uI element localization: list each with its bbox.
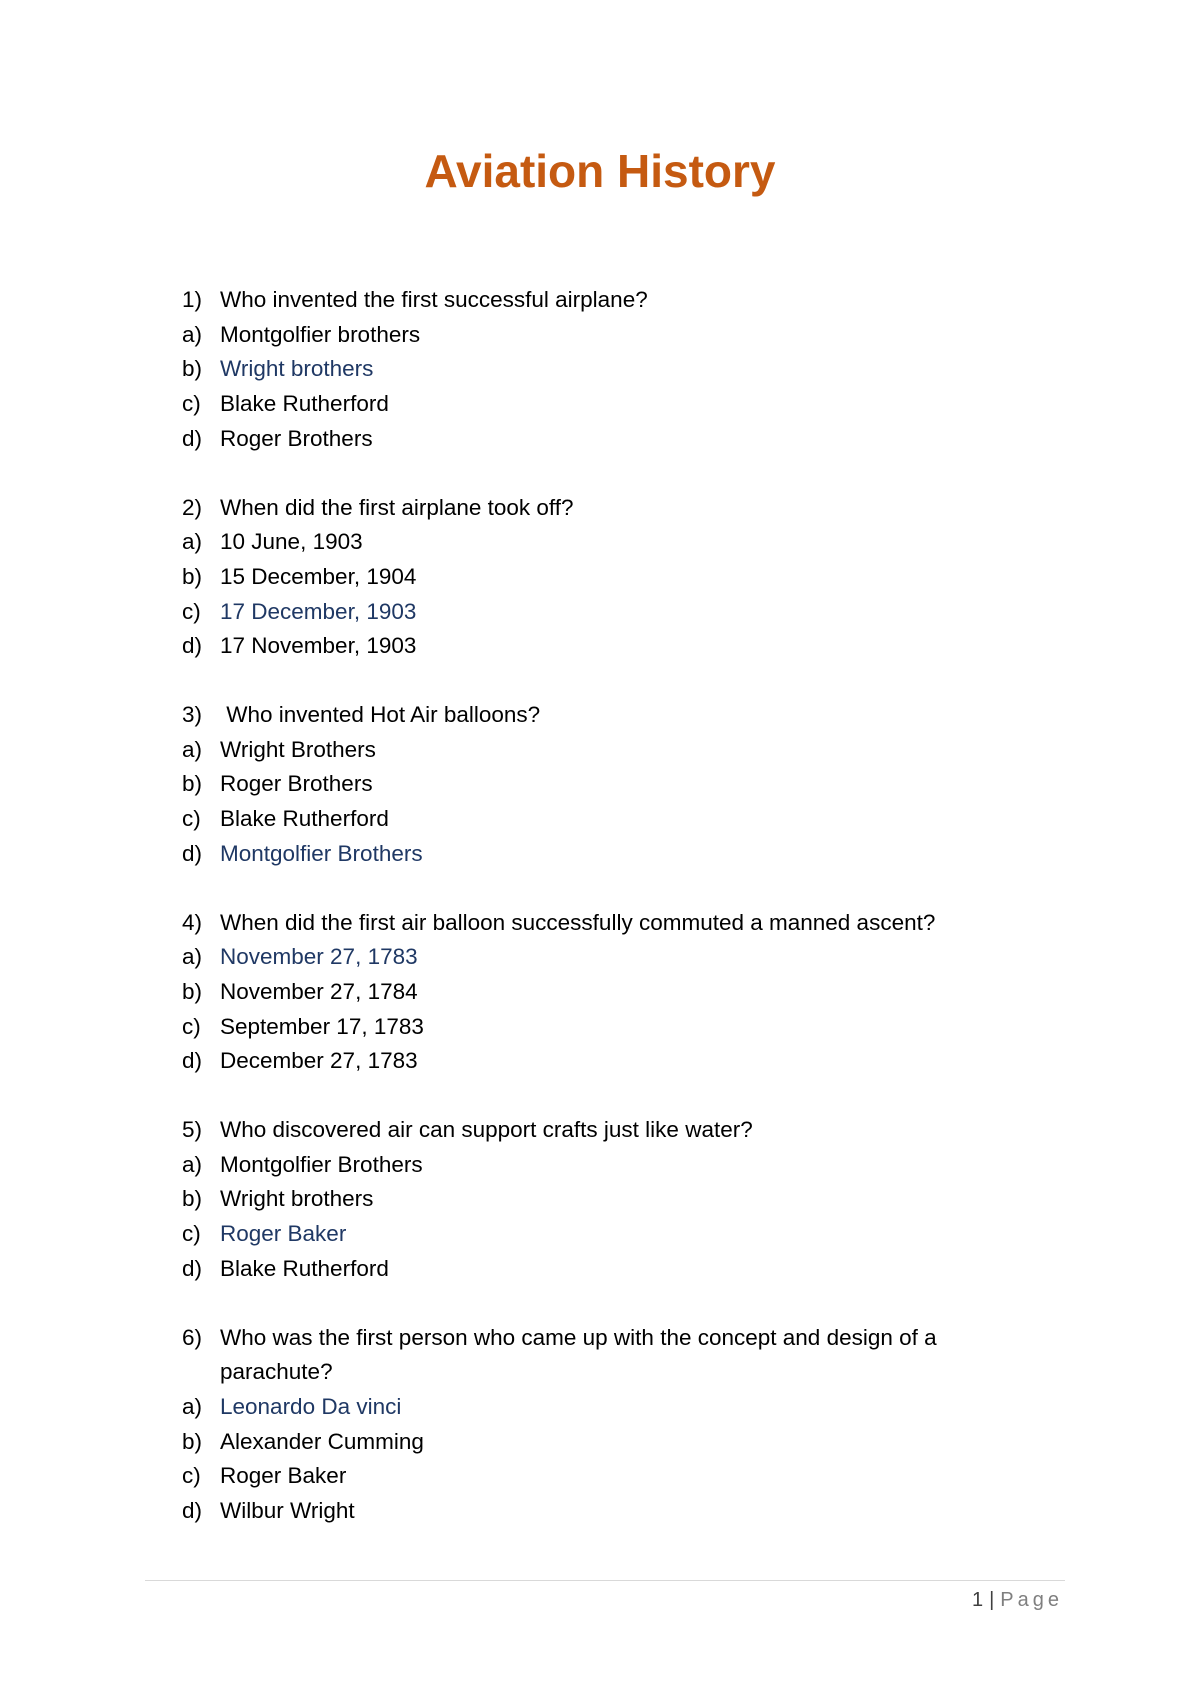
question-text: Who was the first person who came up with the concept and design of a parachute? <box>220 1324 943 1385</box>
footer-page-number: 1 <box>971 1589 984 1611</box>
option-letter: a) <box>182 1151 203 1177</box>
footer-divider <box>145 1580 1065 1581</box>
option-text: Leonardo Da vinci <box>220 1393 402 1419</box>
option-letter: a) <box>182 321 203 347</box>
answer-option <box>182 1252 1002 1287</box>
option-text: Wright Brothers <box>220 736 376 762</box>
answer-option <box>182 1182 1002 1217</box>
option-letter: c) <box>182 598 201 624</box>
question <box>182 1113 1002 1148</box>
option-letter: c) <box>182 806 201 832</box>
answer-option <box>182 1494 1002 1529</box>
answer-option-correct <box>182 1390 1002 1425</box>
option-text: 10 June, 1903 <box>220 529 363 555</box>
answer-option <box>182 802 1002 837</box>
option-letter: a) <box>182 529 203 555</box>
question <box>182 283 1002 318</box>
option-letter: c) <box>182 1221 201 1247</box>
option-text: Roger Brothers <box>220 771 373 797</box>
option-text: November 27, 1784 <box>220 978 418 1004</box>
option-letter: b) <box>182 978 203 1004</box>
option-text: Montgolfier Brothers <box>220 1151 423 1177</box>
option-text: Blake Rutherford <box>220 1255 389 1281</box>
answer-option <box>182 560 1002 595</box>
option-letter: c) <box>182 1463 201 1489</box>
answer-option <box>182 422 1002 457</box>
option-letter: d) <box>182 425 203 451</box>
quiz-list <box>182 283 1002 1563</box>
option-text: Roger Baker <box>220 1463 347 1489</box>
answer-option <box>182 1425 1002 1460</box>
answer-option <box>182 318 1002 353</box>
option-text: December 27, 1783 <box>220 1048 418 1074</box>
option-letter: b) <box>182 771 203 797</box>
option-letter: d) <box>182 633 203 659</box>
answer-option <box>182 1010 1002 1045</box>
option-letter: c) <box>182 1013 201 1039</box>
option-text: Blake Rutherford <box>220 391 389 417</box>
question-number: 5) <box>182 1117 203 1143</box>
question <box>182 491 1002 526</box>
option-text: November 27, 1783 <box>220 944 418 970</box>
question-text: Who discovered air can support crafts just like water? <box>220 1117 753 1143</box>
question-text: When did the first airplane took off? <box>220 494 574 520</box>
answer-option <box>182 767 1002 802</box>
option-letter: d) <box>182 840 203 866</box>
option-text: 17 December, 1903 <box>220 598 417 624</box>
question-block <box>182 1113 1002 1287</box>
answer-option-correct <box>182 837 1002 872</box>
option-letter: b) <box>182 356 203 382</box>
question-block <box>182 1321 1002 1529</box>
question-number: 2) <box>182 494 203 520</box>
answer-option <box>182 525 1002 560</box>
answer-option <box>182 629 1002 664</box>
footer-separator: | <box>989 1589 995 1611</box>
question-block <box>182 283 1002 457</box>
option-text: Blake Rutherford <box>220 806 389 832</box>
option-text: 17 November, 1903 <box>220 633 417 659</box>
option-text: Montgolfier brothers <box>220 321 421 347</box>
option-letter: a) <box>182 736 203 762</box>
answer-option <box>182 387 1002 422</box>
question-text: Who invented Hot Air balloons? <box>220 702 541 728</box>
question-block <box>182 906 1002 1080</box>
option-letter: d) <box>182 1498 203 1524</box>
answer-option-correct <box>182 940 1002 975</box>
question <box>182 698 1002 733</box>
option-text: Wright brothers <box>220 356 374 382</box>
option-letter: a) <box>182 1393 203 1419</box>
answer-option <box>182 1044 1002 1079</box>
answer-option-correct <box>182 1217 1002 1252</box>
option-text: Wright brothers <box>220 1186 374 1212</box>
option-text: September 17, 1783 <box>220 1013 424 1039</box>
question <box>182 1321 1002 1390</box>
option-letter: c) <box>182 391 201 417</box>
page-footer <box>972 1586 1063 1614</box>
answer-option <box>182 1459 1002 1494</box>
question-number: 1) <box>182 287 203 312</box>
option-text: Alexander Cumming <box>220 1428 424 1454</box>
answer-option-correct <box>182 352 1002 387</box>
question-block <box>182 491 1002 665</box>
option-letter: a) <box>182 944 203 970</box>
question-block <box>182 698 1002 872</box>
option-letter: b) <box>182 563 203 589</box>
option-text: Roger Baker <box>220 1221 347 1247</box>
question-text: When did the first air balloon successfully commuted a manned ascent? <box>220 909 936 935</box>
answer-option <box>182 733 1002 768</box>
question-text: Who invented the first successful airplane? <box>220 287 648 312</box>
question <box>182 906 1002 941</box>
option-letter: d) <box>182 1255 203 1281</box>
answer-option <box>182 1148 1002 1183</box>
question-number: 3) <box>182 702 203 728</box>
page-title: Aviation History <box>424 145 776 197</box>
option-text: Montgolfier Brothers <box>220 840 423 866</box>
answer-option <box>182 975 1002 1010</box>
answer-option-correct <box>182 595 1002 630</box>
option-letter: d) <box>182 1048 203 1074</box>
option-letter: b) <box>182 1428 203 1454</box>
question-number: 4) <box>182 909 203 935</box>
option-text: Wilbur Wright <box>220 1498 355 1524</box>
option-letter: b) <box>182 1186 203 1212</box>
question-number: 6) <box>182 1324 203 1350</box>
option-text: 15 December, 1904 <box>220 563 417 589</box>
option-text: Roger Brothers <box>220 425 373 451</box>
footer-page-label: Page <box>1000 1589 1063 1611</box>
